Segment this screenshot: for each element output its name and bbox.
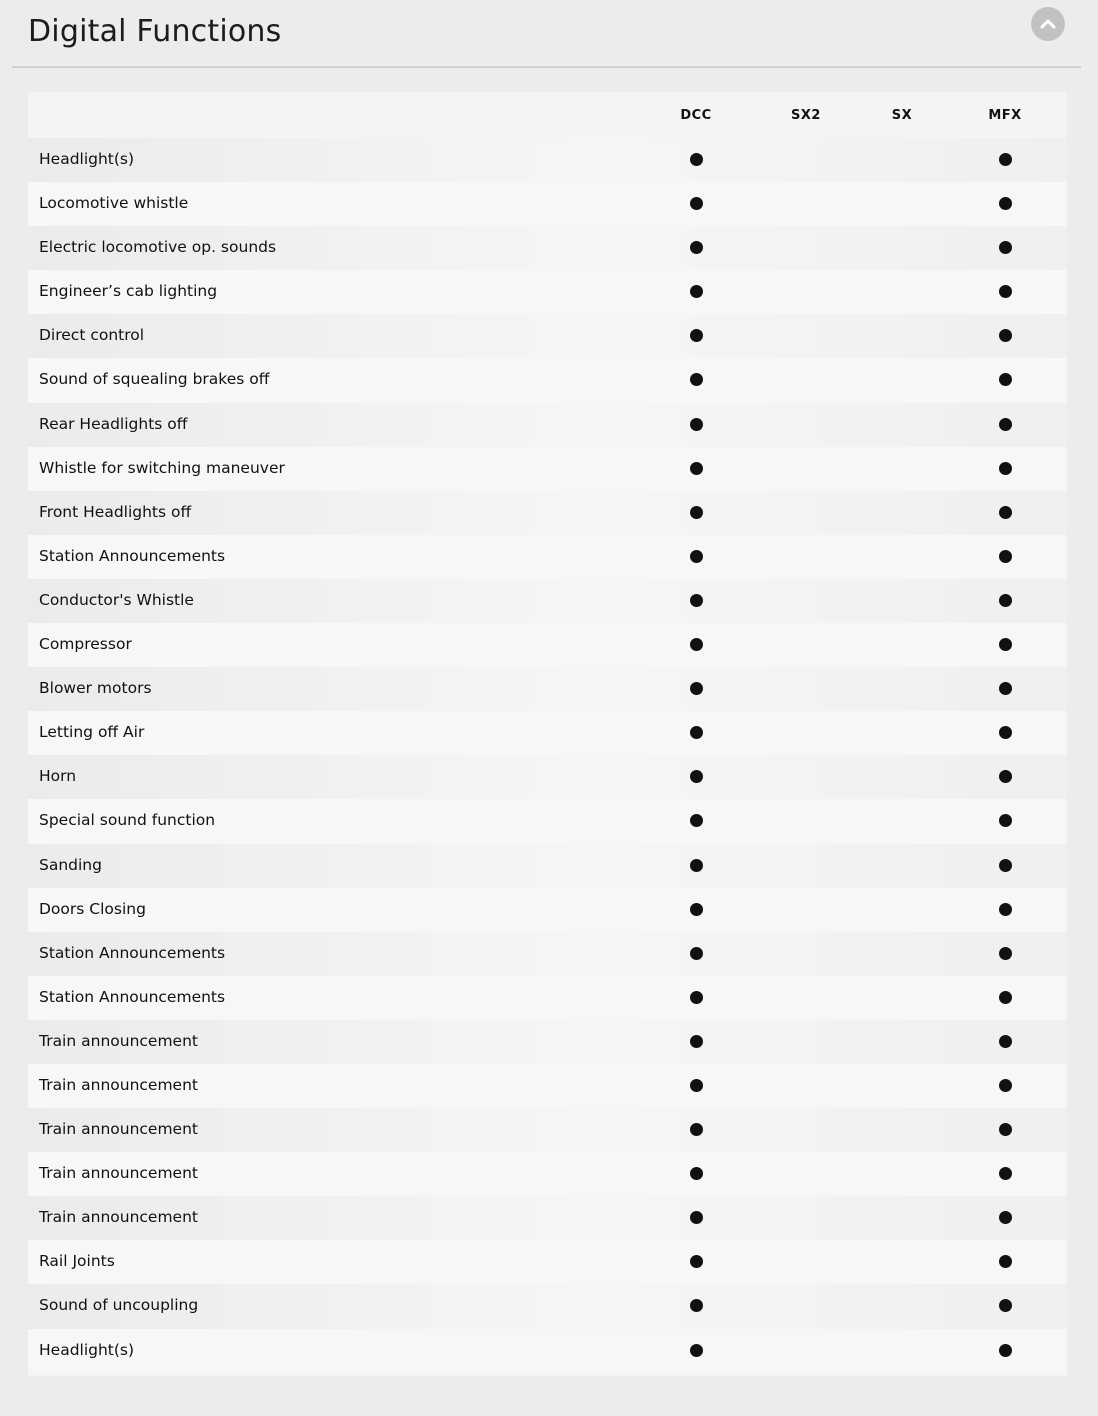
supported-dot-mfx xyxy=(999,1211,1012,1224)
table-row xyxy=(28,711,1067,755)
supported-dot-dcc xyxy=(690,1167,703,1180)
function-label: Horn xyxy=(39,767,77,786)
table-row xyxy=(28,403,1067,447)
table-row xyxy=(28,182,1067,226)
supported-dot-mfx xyxy=(999,903,1012,916)
function-label: Sanding xyxy=(39,855,102,874)
table-row xyxy=(28,1020,1067,1064)
function-label: Rear Headlights off xyxy=(39,414,188,433)
supported-dot-mfx xyxy=(999,241,1012,254)
function-label: Blower motors xyxy=(39,679,152,698)
function-label: Doors Closing xyxy=(39,899,146,918)
supported-dot-dcc xyxy=(690,726,703,739)
supported-dot-mfx xyxy=(999,285,1012,298)
supported-dot-dcc xyxy=(690,859,703,872)
supported-dot-mfx xyxy=(999,1123,1012,1136)
function-label: Train announcement xyxy=(39,1208,198,1227)
function-label: Conductor's Whistle xyxy=(39,590,194,609)
function-label: Headlight(s) xyxy=(39,1340,135,1359)
supported-dot-mfx xyxy=(999,1299,1012,1312)
table-row xyxy=(28,1108,1067,1152)
supported-dot-dcc xyxy=(690,947,703,960)
supported-dot-mfx xyxy=(999,1167,1012,1180)
function-label: Letting off Air xyxy=(39,723,145,742)
function-label: Electric locomotive op. sounds xyxy=(39,238,277,257)
function-label: Whistle for switching maneuver xyxy=(39,458,285,477)
supported-dot-mfx xyxy=(999,1255,1012,1268)
section-header xyxy=(12,0,1081,68)
table-row xyxy=(28,1284,1067,1328)
supported-dot-dcc xyxy=(690,770,703,783)
function-label: Direct control xyxy=(39,326,145,345)
supported-dot-mfx xyxy=(999,770,1012,783)
function-label: Compressor xyxy=(39,635,132,654)
function-label: Headlight(s) xyxy=(39,150,135,168)
supported-dot-mfx xyxy=(999,594,1012,607)
function-label: Train announcement xyxy=(39,1164,198,1183)
table-row xyxy=(28,755,1067,799)
table-row xyxy=(28,623,1067,667)
supported-dot-mfx xyxy=(999,991,1012,1004)
table-row xyxy=(28,1064,1067,1108)
supported-dot-dcc xyxy=(690,638,703,651)
digital-functions-table xyxy=(28,92,1067,1376)
supported-dot-dcc xyxy=(690,329,703,342)
supported-dot-dcc xyxy=(690,197,703,210)
table-row xyxy=(28,270,1067,314)
column-header-sx2: SX2 xyxy=(791,108,821,123)
function-label: Station Announcements xyxy=(39,546,226,565)
supported-dot-mfx xyxy=(999,550,1012,563)
table-row xyxy=(28,932,1067,976)
supported-dot-dcc xyxy=(690,1123,703,1136)
supported-dot-mfx xyxy=(999,1079,1012,1092)
function-label: Engineer’s cab lighting xyxy=(39,282,218,301)
table-row xyxy=(28,667,1067,711)
supported-dot-mfx xyxy=(999,947,1012,960)
function-label: Station Announcements xyxy=(39,943,226,962)
function-label: Station Announcements xyxy=(39,987,226,1006)
supported-dot-dcc xyxy=(690,1079,703,1092)
supported-dot-mfx xyxy=(999,197,1012,210)
supported-dot-dcc xyxy=(690,241,703,254)
supported-dot-mfx xyxy=(999,638,1012,651)
supported-dot-dcc xyxy=(690,418,703,431)
table-row xyxy=(28,226,1067,270)
supported-dot-dcc xyxy=(690,814,703,827)
supported-dot-mfx xyxy=(999,462,1012,475)
table-row xyxy=(28,535,1067,579)
table-body xyxy=(28,138,1067,1373)
table-row xyxy=(28,1329,1067,1373)
function-label: Sound of uncoupling xyxy=(39,1296,199,1315)
table-row xyxy=(28,844,1067,888)
supported-dot-mfx xyxy=(999,814,1012,827)
table-row xyxy=(28,138,1067,182)
supported-dot-dcc xyxy=(690,594,703,607)
supported-dot-dcc xyxy=(690,1255,703,1268)
supported-dot-dcc xyxy=(690,1035,703,1048)
column-header-mfx: MFX xyxy=(988,108,1022,123)
supported-dot-mfx xyxy=(999,418,1012,431)
supported-dot-mfx xyxy=(999,726,1012,739)
supported-dot-dcc xyxy=(690,1344,703,1357)
function-label: Train announcement xyxy=(39,1120,198,1139)
function-label: Train announcement xyxy=(39,1075,198,1094)
table-row xyxy=(28,491,1067,535)
function-label: Sound of squealing brakes off xyxy=(39,370,270,389)
supported-dot-mfx xyxy=(999,329,1012,342)
chevron-up-icon xyxy=(1040,17,1056,31)
supported-dot-mfx xyxy=(999,859,1012,872)
table-row xyxy=(28,579,1067,623)
function-label: Locomotive whistle xyxy=(39,194,189,213)
function-label: Special sound function xyxy=(39,811,216,830)
table-row xyxy=(28,314,1067,358)
collapse-button[interactable] xyxy=(1031,7,1065,41)
table-row xyxy=(28,1240,1067,1284)
supported-dot-dcc xyxy=(690,550,703,563)
supported-dot-dcc xyxy=(690,506,703,519)
table-row xyxy=(28,358,1067,402)
supported-dot-dcc xyxy=(690,153,703,166)
supported-dot-mfx xyxy=(999,153,1012,166)
function-label: Train announcement xyxy=(39,1031,198,1050)
supported-dot-dcc xyxy=(690,682,703,695)
supported-dot-mfx xyxy=(999,506,1012,519)
function-label: Front Headlights off xyxy=(39,502,192,521)
column-header-dcc: DCC xyxy=(680,108,712,123)
supported-dot-dcc xyxy=(690,991,703,1004)
supported-dot-dcc xyxy=(690,903,703,916)
supported-dot-dcc xyxy=(690,1211,703,1224)
function-label: Rail Joints xyxy=(39,1252,115,1271)
table-row xyxy=(28,1196,1067,1240)
table-header-row xyxy=(28,92,1067,138)
supported-dot-dcc xyxy=(690,373,703,386)
section-title: Digital Functions xyxy=(28,14,282,49)
column-header-sx: SX xyxy=(891,108,913,123)
supported-dot-mfx xyxy=(999,682,1012,695)
supported-dot-dcc xyxy=(690,285,703,298)
table-row xyxy=(28,976,1067,1020)
supported-dot-dcc xyxy=(690,462,703,475)
table-row xyxy=(28,799,1067,843)
table-row xyxy=(28,1152,1067,1196)
table-row xyxy=(28,447,1067,491)
supported-dot-mfx xyxy=(999,1344,1012,1357)
supported-dot-dcc xyxy=(690,1299,703,1312)
supported-dot-mfx xyxy=(999,373,1012,386)
table-row xyxy=(28,888,1067,932)
supported-dot-mfx xyxy=(999,1035,1012,1048)
